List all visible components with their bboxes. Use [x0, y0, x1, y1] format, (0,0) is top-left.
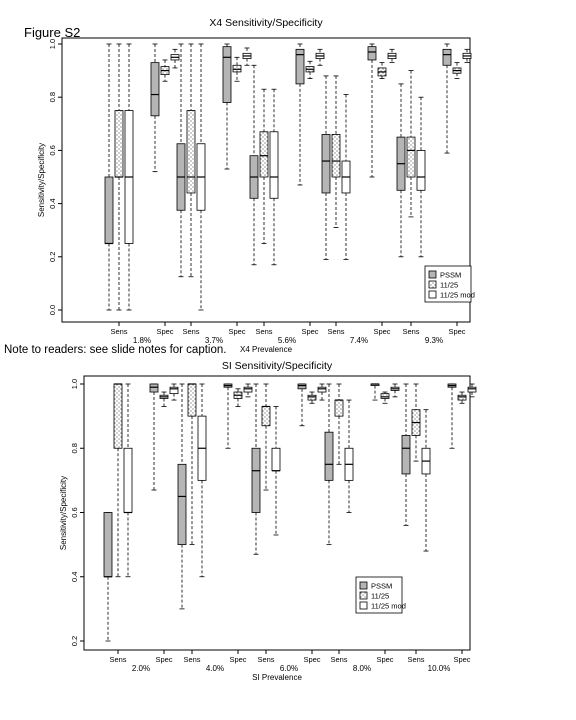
legend-label: PSSM — [440, 270, 462, 280]
x-category-label: 1.8% — [132, 336, 152, 345]
box-body — [332, 134, 340, 177]
box-si-10.0%-sens-11-25 — [412, 384, 420, 461]
x-sub-label-spec: Spec — [156, 327, 174, 336]
box-body — [262, 406, 270, 425]
x-sub-label-sens: Sens — [330, 655, 348, 664]
box-x4-5.6%-spec-11-25-mod — [316, 49, 324, 65]
y-tick-label: 0.8 — [48, 91, 57, 103]
box-si-10.0%-spec-11-25-mod — [468, 384, 476, 397]
box-si-8.0%-spec-11-25 — [381, 392, 389, 403]
box-x4-1.8%-sens-pssm — [105, 44, 113, 310]
legend — [425, 266, 475, 302]
box-body — [272, 448, 280, 470]
chart-title: X4 Sensitivity/Specificity — [209, 17, 323, 29]
box-si-2.0%-spec-pssm — [150, 384, 158, 490]
x-category-label: 7.4% — [349, 336, 369, 345]
x-sub-label-sens: Sens — [257, 655, 275, 664]
box-body — [244, 387, 252, 392]
box-body — [417, 150, 425, 190]
x-category-label: 2.0% — [131, 664, 151, 673]
y-tick-label: 0.8 — [70, 443, 79, 454]
legend-label: PSSM — [371, 581, 393, 591]
box-body — [260, 132, 268, 177]
box-x4-3.7%-spec-11-25 — [233, 57, 241, 81]
box-x4-9.3%-sens-11-25-mod — [417, 97, 425, 257]
x-category-label: 10.0% — [427, 664, 451, 673]
box-si-8.0%-spec-11-25-mod — [391, 384, 399, 397]
legend-label: 11/25 mod — [440, 290, 475, 300]
box-x4-3.7%-sens-pssm — [177, 44, 185, 277]
box-x4-7.4%-sens-11-25 — [332, 76, 340, 228]
y-tick-label: 0.2 — [48, 251, 57, 263]
box-x4-7.4%-spec-pssm — [368, 44, 376, 177]
box-x4-5.6%-sens-pssm — [250, 65, 258, 265]
box-x4-7.4%-sens-pssm — [322, 76, 330, 260]
box-si-8.0%-sens-pssm — [325, 384, 333, 545]
legend — [356, 577, 406, 613]
box-si-10.0%-spec-pssm — [448, 384, 456, 448]
box-body — [407, 137, 415, 177]
x-category-label: 6.0% — [279, 664, 299, 673]
box-x4-9.3%-sens-pssm — [397, 84, 405, 257]
box-si-8.0%-spec-pssm — [371, 384, 379, 400]
box-si-2.0%-spec-11-25-mod — [170, 384, 178, 400]
y-tick-label: 0.0 — [48, 304, 57, 316]
x-sub-label-spec: Spec — [155, 655, 173, 664]
x-sub-label-spec: Spec — [303, 655, 321, 664]
box-body — [381, 394, 389, 399]
legend-swatch — [429, 281, 436, 288]
y-tick-label: 0.6 — [48, 145, 57, 156]
legend-label: 11/25 — [371, 591, 390, 601]
legend-swatch — [360, 582, 367, 589]
box-si-4.0%-spec-11-25-mod — [244, 384, 252, 397]
plot-frame — [62, 38, 470, 322]
y-axis-label: Sensitivity/Specificity — [59, 475, 68, 551]
box-si-4.0%-sens-11-25-mod — [198, 384, 206, 577]
x-sub-label-spec: Spec — [376, 655, 394, 664]
box-x4-7.4%-sens-11-25-mod — [342, 95, 350, 260]
box-body — [115, 111, 123, 178]
box-body — [170, 387, 178, 393]
box-x4-3.7%-spec-pssm — [223, 44, 231, 169]
x-sub-label-sens: Sens — [109, 655, 127, 664]
box-x4-7.4%-spec-11-25-mod — [388, 49, 396, 62]
x-axis-label: X4 Prevalence — [239, 345, 293, 354]
box-body — [368, 47, 376, 60]
box-x4-1.8%-sens-11-25 — [115, 44, 123, 310]
box-body — [187, 111, 195, 193]
x-sub-label-sens: Sens — [110, 327, 128, 336]
box-x4-3.7%-sens-11-25 — [187, 44, 195, 277]
y-tick-label: 0.6 — [70, 507, 79, 518]
box-body — [252, 448, 260, 512]
x-sub-label-spec: Spec — [229, 655, 247, 664]
box-x4-1.8%-spec-11-25-mod — [171, 49, 179, 68]
legend-label: 11/25 mod — [371, 601, 406, 611]
box-x4-5.6%-spec-11-25 — [306, 61, 314, 78]
y-tick-label: 1.0 — [48, 38, 57, 50]
x-sub-label-spec: Spec — [373, 327, 391, 336]
box-body — [318, 387, 326, 392]
box-x4-9.3%-spec-11-25 — [453, 63, 461, 79]
legend-swatch — [429, 271, 436, 278]
box-si-4.0%-spec-pssm — [224, 384, 232, 448]
x-sub-label-sens: Sens — [183, 655, 201, 664]
y-tick-label: 0.4 — [70, 571, 79, 582]
x-axis-label: SI Prevalence — [252, 673, 302, 682]
box-x4-3.7%-spec-11-25-mod — [243, 48, 251, 65]
chart-title: SI Sensitivity/Specificity — [221, 360, 333, 372]
box-si-6.0%-spec-11-25 — [308, 392, 316, 403]
box-x4-1.8%-sens-11-25-mod — [125, 44, 133, 310]
y-tick-label: 1.0 — [70, 378, 79, 390]
x-category-label: 5.6% — [277, 336, 297, 345]
box-si-4.0%-sens-pssm — [178, 384, 186, 609]
box-body — [335, 400, 343, 416]
x-category-label: 8.0% — [352, 664, 372, 673]
x-sub-label-spec: Spec — [448, 327, 466, 336]
box-si-6.0%-spec-pssm — [298, 384, 306, 426]
box-si-4.0%-spec-11-25 — [234, 389, 242, 407]
x-sub-label-sens: Sens — [255, 327, 273, 336]
box-x4-9.3%-sens-11-25 — [407, 71, 415, 217]
box-si-6.0%-sens-11-25-mod — [272, 406, 280, 535]
box-si-2.0%-sens-pssm — [104, 513, 112, 642]
x-sub-label-spec: Spec — [301, 327, 319, 336]
x-category-label: 3.7% — [204, 336, 224, 345]
box-body — [270, 132, 278, 199]
y-tick-label: 0.4 — [48, 198, 57, 209]
box-si-8.0%-sens-11-25-mod — [345, 400, 353, 512]
box-body — [188, 384, 196, 416]
box-si-10.0%-sens-11-25-mod — [422, 410, 430, 551]
box-x4-1.8%-spec-11-25 — [161, 60, 169, 81]
box-body — [105, 177, 113, 244]
box-body — [104, 513, 112, 577]
box-x4-5.6%-spec-pssm — [296, 44, 304, 185]
x-sub-label-sens: Sens — [327, 327, 345, 336]
box-si-6.0%-sens-pssm — [252, 384, 260, 554]
box-x4-9.3%-spec-pssm — [443, 44, 451, 153]
box-body — [124, 448, 132, 512]
legend-swatch — [429, 291, 436, 298]
box-x4-5.6%-sens-11-25 — [260, 89, 268, 243]
box-si-4.0%-sens-11-25 — [188, 384, 196, 545]
x-sub-label-spec: Spec — [453, 655, 471, 664]
y-axis-label: Sensitivity/Specificity — [37, 142, 46, 218]
box-x4-7.4%-spec-11-25 — [378, 63, 386, 79]
box-body — [233, 65, 241, 72]
x-sub-label-sens: Sens — [407, 655, 425, 664]
box-body — [402, 435, 410, 474]
box-si-2.0%-spec-11-25 — [160, 392, 168, 406]
box-si-10.0%-sens-pssm — [402, 384, 410, 525]
box-si-2.0%-sens-11-25-mod — [124, 384, 132, 577]
box-body — [178, 464, 186, 544]
legend-label: 11/25 — [440, 280, 459, 290]
box-si-2.0%-sens-11-25 — [114, 384, 122, 577]
x-sub-label-sens: Sens — [402, 327, 420, 336]
x-sub-label-spec: Spec — [228, 327, 246, 336]
legend-swatch — [360, 602, 367, 609]
box-si-6.0%-sens-11-25 — [262, 384, 270, 490]
legend-swatch — [360, 592, 367, 599]
box-body — [325, 432, 333, 480]
box-x4-5.6%-sens-11-25-mod — [270, 89, 278, 265]
box-x4-3.7%-sens-11-25-mod — [197, 44, 205, 310]
caption-note: Note to readers: see slide notes for caption. — [4, 344, 227, 356]
box-si-6.0%-spec-11-25-mod — [318, 384, 326, 400]
box-body — [468, 387, 476, 392]
box-body — [443, 49, 451, 65]
box-x4-1.8%-spec-pssm — [151, 44, 159, 172]
box-body — [114, 384, 122, 448]
box-body — [458, 395, 466, 400]
box-body — [308, 395, 316, 400]
y-tick-label: 0.2 — [70, 635, 79, 647]
x-category-label: 4.0% — [205, 664, 225, 673]
box-body — [151, 63, 159, 116]
box-body — [298, 384, 306, 389]
box-si-8.0%-sens-11-25 — [335, 384, 343, 464]
si-boxplot-chart — [0, 356, 576, 691]
x-category-label: 9.3% — [424, 336, 444, 345]
x-sub-label-sens: Sens — [182, 327, 200, 336]
box-si-10.0%-spec-11-25 — [458, 392, 466, 403]
box-body — [223, 47, 231, 103]
box-body — [150, 384, 158, 392]
box-body — [322, 134, 330, 193]
figure-label: Figure S2 — [24, 25, 81, 40]
